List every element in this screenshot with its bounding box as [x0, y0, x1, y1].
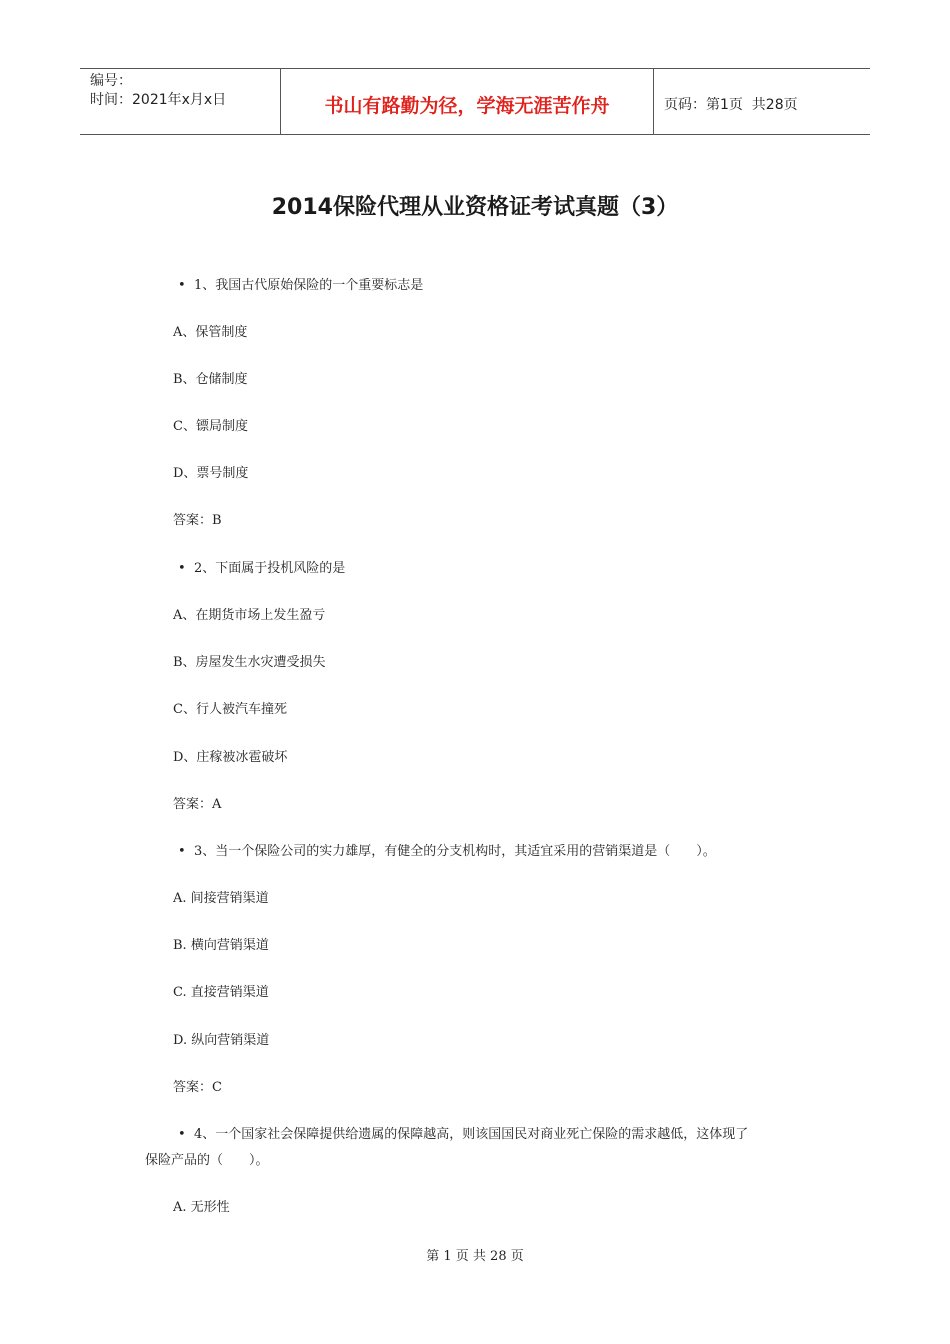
option-a: A. 无形性 — [173, 1200, 230, 1215]
question-2 — [178, 556, 345, 582]
option-c: C、行人被汽车撞死 — [173, 702, 287, 717]
header-motto-cell — [281, 69, 654, 134]
option-a: A. 间接营销渠道 — [173, 891, 269, 906]
option-b: B、仓储制度 — [173, 372, 248, 387]
question-3 — [178, 839, 716, 865]
question-text: 3、当一个保险公司的实力雄厚，有健全的分支机构时，其适宜采用的营销渠道是（ ）。 — [194, 844, 716, 859]
option-b: B. 横向营销渠道 — [173, 938, 269, 953]
option-c: C、镖局制度 — [173, 419, 248, 434]
option-a: A、保管制度 — [173, 325, 248, 340]
document-header — [80, 68, 870, 135]
question-text-continued: 保险产品的（ ）。 — [145, 1153, 269, 1168]
question-1 — [178, 273, 423, 299]
answer: 答案：C — [173, 1080, 222, 1095]
answer: 答案：A — [173, 797, 222, 812]
question-text: 4、一个国家社会保障提供给遗属的保障越高，则该国国民对商业死亡保险的需求越低，这体现了 — [194, 1127, 749, 1142]
header-page-cell — [654, 69, 870, 134]
option-d: D、票号制度 — [173, 466, 249, 481]
question-text: 1、我国古代原始保险的一个重要标志是 — [194, 278, 424, 293]
bullet: • — [178, 561, 186, 576]
option-d: D. 纵向营销渠道 — [173, 1033, 270, 1048]
document-title: 2014保险代理从业资格证考试真题（3） — [271, 195, 679, 220]
header-page-info: 页码：第1页 共28页 — [664, 96, 798, 113]
document-time-label: 时间：2021年x月x日 — [90, 92, 227, 108]
option-a: A、在期货市场上发生盈亏 — [173, 608, 326, 623]
header-motto: 书山有路勤为径，学海无涯苦作舟 — [324, 95, 610, 117]
question-4 — [178, 1122, 748, 1148]
header-meta-cell — [80, 69, 281, 134]
bullet: • — [178, 278, 186, 293]
bullet: • — [178, 844, 186, 859]
document-number-label: 编号： — [90, 73, 132, 89]
option-c: C. 直接营销渠道 — [173, 985, 269, 1000]
answer: 答案：B — [173, 513, 222, 528]
bullet: • — [178, 1127, 186, 1142]
option-d: D、庄稼被冰雹破坏 — [173, 750, 288, 765]
question-text: 2、下面属于投机风险的是 — [194, 561, 346, 576]
option-b: B、房屋发生水灾遭受损失 — [173, 655, 326, 670]
page-footer: 第 1 页 共 28 页 — [426, 1249, 524, 1264]
